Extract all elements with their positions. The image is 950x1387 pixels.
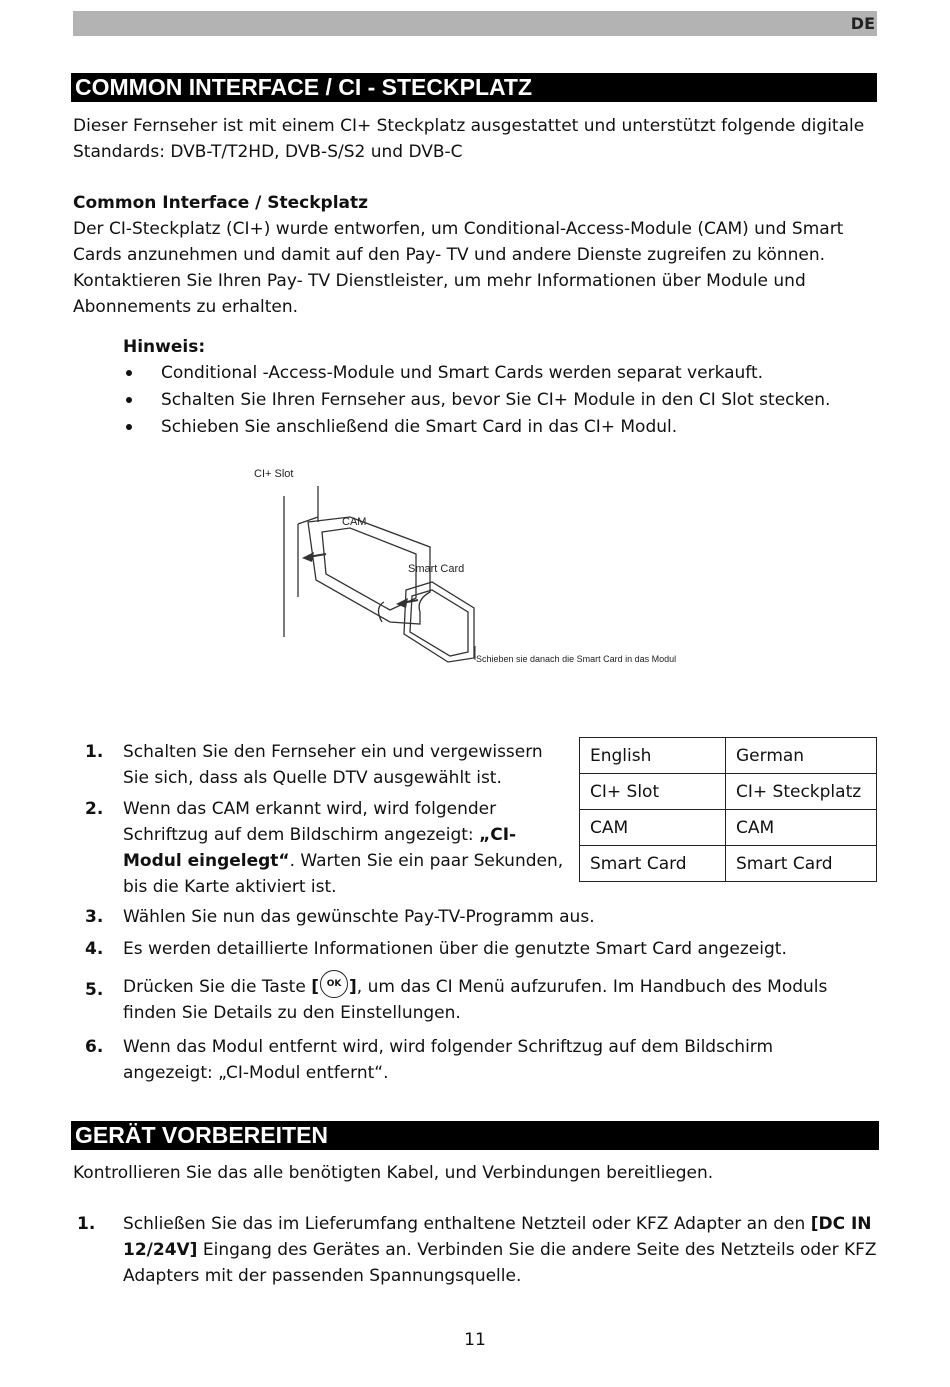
diagram-caption: Schieben sie danach die Smart Card in das Modul — [476, 654, 677, 664]
table-cell: Smart Card — [726, 846, 877, 882]
intro-line-1: Dieser Fernseher ist mit einem CI+ Steckplatz ausgestattet und unterstützt folgende digitale — [73, 116, 865, 136]
step-number: 2. — [85, 799, 104, 819]
step-2-line-4: bis die Karte aktiviert ist. — [123, 877, 337, 897]
page-number: 11 — [464, 1330, 486, 1350]
step-text — [123, 1211, 877, 1289]
translation-table — [579, 737, 877, 882]
prep-step-line-2: Eingang des Gerätes an. Verbinden Sie die andere Seite des Netzteils oder KFZ — [197, 1240, 877, 1260]
step-5-line-2: finden Sie Details zu den Einstellungen. — [123, 1003, 461, 1023]
section-title-geraet-vorbereiten: GERÄT VORBEREITEN — [71, 1121, 879, 1150]
step-2-emph-end: Modul eingelegt“ — [123, 851, 290, 871]
table-cell: CAM — [580, 810, 726, 846]
ci-slot-diagram — [250, 462, 710, 672]
table-cell: English — [580, 738, 726, 774]
section-title-common-interface: COMMON INTERFACE / CI - STECKPLATZ — [71, 73, 877, 102]
step-5-line-1b: , um das CI Menü aufzurufen. Im Handbuch des Moduls — [356, 977, 828, 997]
table-row — [580, 810, 877, 846]
table-cell: CI+ Steckplatz — [726, 774, 877, 810]
step-number: 1. — [85, 742, 104, 762]
table-row — [580, 738, 877, 774]
step-number: 3. — [85, 907, 104, 927]
language-code: DE — [850, 14, 875, 33]
table-cell: German — [726, 738, 877, 774]
step-2-line-1: Wenn das CAM erkannt wird, wird folgender — [123, 799, 497, 819]
prep-step-line-3: Adapters mit der passenden Spannungsquelle. — [123, 1266, 522, 1286]
step-number: 1. — [77, 1214, 96, 1234]
step-2-line-2: Schriftzug auf dem Bildschirm angezeigt: — [123, 825, 480, 845]
section2-intro: Kontrollieren Sie das alle benötigten Kabel, und Verbindungen bereitliegen. — [73, 1163, 714, 1183]
body-line-2: Cards anzunehmen und damit auf den Pay- TV und andere Dienste zugreifen zu können. — [73, 245, 825, 265]
step-number: 6. — [85, 1037, 104, 1057]
step-6-line-2: angezeigt: „CI-Modul entfernt“. — [123, 1063, 389, 1083]
bracket-open: [ — [311, 977, 319, 997]
note-item: Conditional -Access-Module und Smart Cards werden separat verkauft. — [123, 360, 830, 387]
step-text — [123, 739, 543, 791]
prep-step-emph-2: 12/24V] — [123, 1240, 198, 1260]
step-text — [123, 1034, 773, 1086]
note-label: Hinweis: — [123, 337, 206, 357]
step-text — [123, 970, 827, 1026]
note-item: Schalten Sie Ihren Fernseher aus, bevor Sie CI+ Module in den CI Slot stecken. — [123, 387, 830, 414]
step-1-line-1: Schalten Sie den Fernseher ein und vergewissern — [123, 742, 543, 762]
step-2-line-3: . Warten Sie ein paar Sekunden, — [289, 851, 564, 871]
step-2-emph-start: „CI- — [479, 825, 517, 845]
body-line-1: Der CI-Steckplatz (CI+) wurde entworfen, um Conditional-Access-Module (CAM) und Smart — [73, 219, 844, 239]
step-number: 4. — [85, 939, 104, 959]
table-cell: CAM — [726, 810, 877, 846]
subheading: Common Interface / Steckplatz — [73, 193, 369, 213]
step-text: Wählen Sie nun das gewünschte Pay-TV-Programm aus. — [123, 907, 595, 927]
step-1-line-2: Sie sich, dass als Quelle DTV ausgewählt ist. — [123, 768, 502, 788]
note-item: Schieben Sie anschließend die Smart Card in das CI+ Modul. — [123, 414, 830, 441]
diagram-label-cam: CAM — [342, 516, 367, 528]
table-row — [580, 774, 877, 810]
table-cell: CI+ Slot — [580, 774, 726, 810]
table-cell: Smart Card — [580, 846, 726, 882]
intro-line-2: Standards: DVB-T/T2HD, DVB-S/S2 und DVB-C — [73, 142, 463, 162]
bracket-close: ] — [349, 977, 357, 997]
prep-step-line-1: Schließen Sie das im Lieferumfang enthaltene Netzteil oder KFZ Adapter an den — [123, 1214, 811, 1234]
ok-button-icon: OK — [320, 970, 348, 998]
step-text — [123, 796, 563, 900]
diagram-label-smart-card: Smart Card — [408, 563, 465, 575]
step-number: 5. — [85, 980, 104, 1000]
step-text: Es werden detaillierte Informationen über die genutzte Smart Card angezeigt. — [123, 939, 787, 959]
header-bar — [73, 11, 877, 36]
step-5-line-1: Drücken Sie die Taste — [123, 977, 312, 997]
table-row — [580, 846, 877, 882]
body-line-4: Abonnements zu erhalten. — [73, 297, 299, 317]
body-line-3: Kontaktieren Sie Ihren Pay- TV Dienstleister, um mehr Informationen über Module und — [73, 271, 806, 291]
note-list — [123, 360, 830, 441]
step-6-line-1: Wenn das Modul entfernt wird, wird folgender Schriftzug auf dem Bildschirm — [123, 1037, 774, 1057]
prep-step-emph-1: [DC IN — [810, 1214, 872, 1234]
diagram-label-ci-slot: CI+ Slot — [254, 468, 294, 480]
